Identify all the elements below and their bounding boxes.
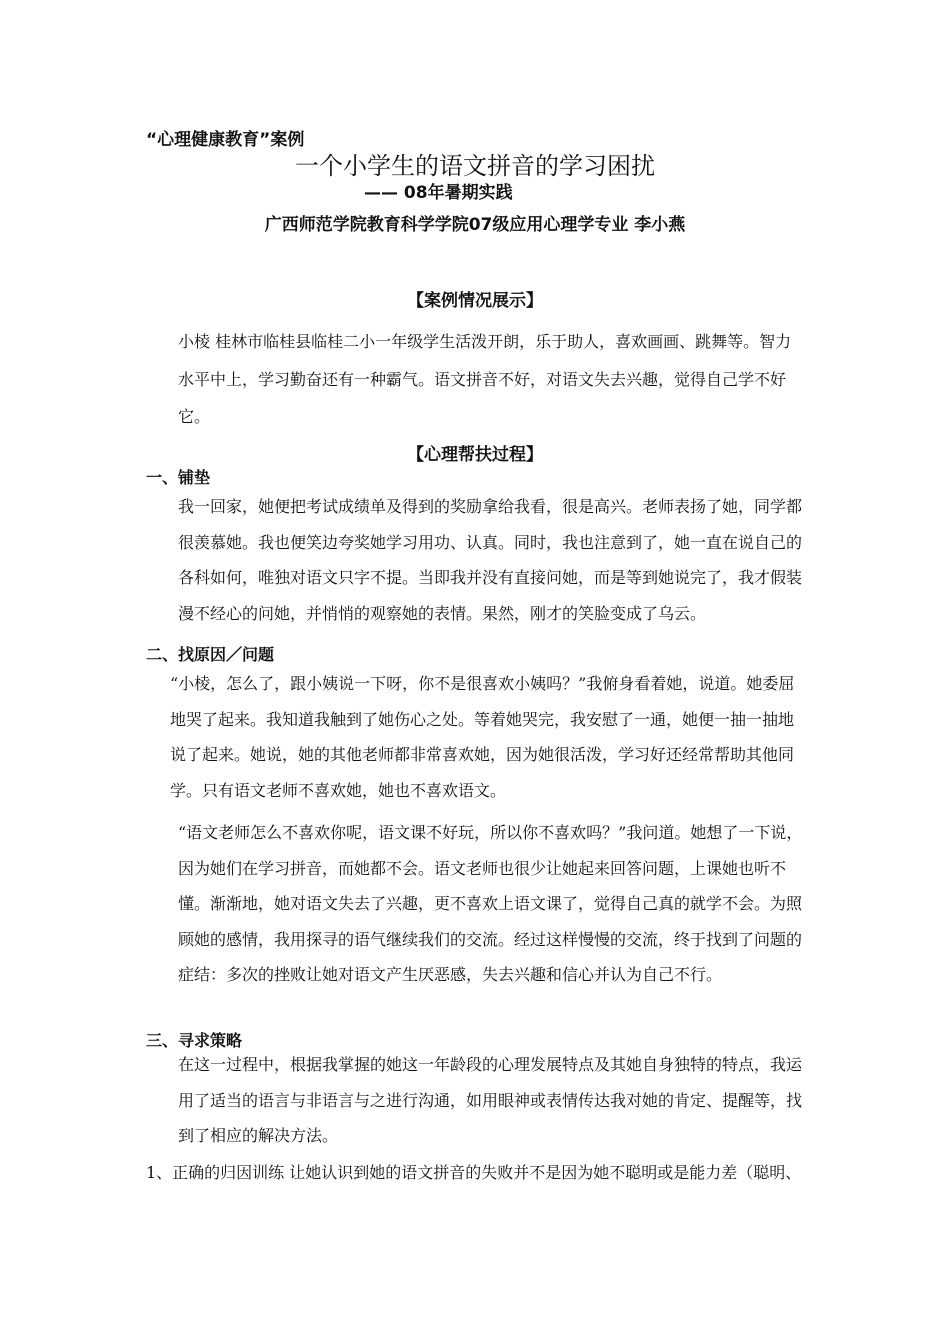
part2-text-b: “语文老师怎么不喜欢你呢，语文课不好玩，所以你不喜欢吗？”我问道。她想了一下说，因为她们在学习拼音，而她都不会。语文老师也很少让她起来回答问题，上课她也听不懂。渐渐地，她对语文失去了兴趣，更不喜欢上语文课了，觉得自己真的就学不会。为照顾她的感情，我用探寻的语气继续我们的交流。经过这样慢慢的交流，终于找到了问题的症结：多次的挫败让她对语文产生厌恶感，失去兴趣和信心并认为自己不行。: [178, 823, 803, 984]
item1-paragraph: [146, 1154, 836, 1192]
process-section-heading: 【心理帮扶过程】: [407, 445, 543, 465]
item1-text: 1、正确的归因训练 让她认识到她的语文拼音的失败并不是因为她不聪明或是能力差（聪明、: [146, 1163, 802, 1182]
part3-heading: 三、寻求策略: [146, 1031, 243, 1050]
case-section-heading: 【案例情况展示】: [407, 291, 543, 311]
part1-heading: 一、铺垫: [146, 468, 211, 487]
part1-paragraph: [146, 489, 806, 631]
part1-text: 我一回家，她便把考试成绩单及得到的奖励拿给我看，很是高兴。老师表扬了她，同学都很羡慕她。我也便笑边夸奖她学习用功、认真。同时，我也注意到了，她一直在说自己的各科如何，唯独对语文只字不提。当即我并没有直接问她，而是等到她说完了，我才假装漫不经心的问她，并悄悄的观察她的表情。果然，刚才的笑脸变成了乌云。: [178, 497, 803, 623]
document-subtitle: —— 08年暑期实践: [364, 183, 513, 203]
case-paragraph: [146, 323, 806, 436]
part2-heading: 二、找原因／问题: [146, 645, 275, 664]
part2-paragraph-b: [146, 815, 806, 993]
case-text: 小棱 桂林市临桂县临桂二小一年级学生活泼开朗，乐于助人，喜欢画画、跳舞等。智力水平中上，学习勤奋还有一种霸气。语文拼音不好，对语文失去兴趣，觉得自己学不好它。: [178, 332, 792, 426]
part2-paragraph-a: [146, 666, 806, 808]
part2-text-a: “小棱，怎么了，跟小姨说一下呀，你不是很喜欢小姨吗？”我俯身看着她，说道。她委屈地哭了起来。我知道我触到了她伤心之处。等着她哭完，我安慰了一通，她便一抽一抽地说了起来。她说，她的其他老师都非常喜欢她，因为她很活泼，学习好还经常帮助其他同学。只有语文老师不喜欢她，她也不喜欢语文。: [170, 674, 795, 800]
author-line: 广西师范学院教育科学学院07级应用心理学专业 李小燕: [264, 215, 686, 235]
part3-text: 在这一过程中，根据我掌握的她这一年龄段的心理发展特点及其她自身独特的特点，我运用了适当的语言与非语言与之进行沟通，如用眼神或表情传达我对她的肯定、提醒等，找到了相应的解决方法。: [178, 1055, 803, 1145]
part3-paragraph: [146, 1047, 806, 1154]
document-title: 一个小学生的语文拼音的学习困扰: [295, 152, 655, 180]
category-tag: “心理健康教育”案例: [146, 130, 305, 150]
